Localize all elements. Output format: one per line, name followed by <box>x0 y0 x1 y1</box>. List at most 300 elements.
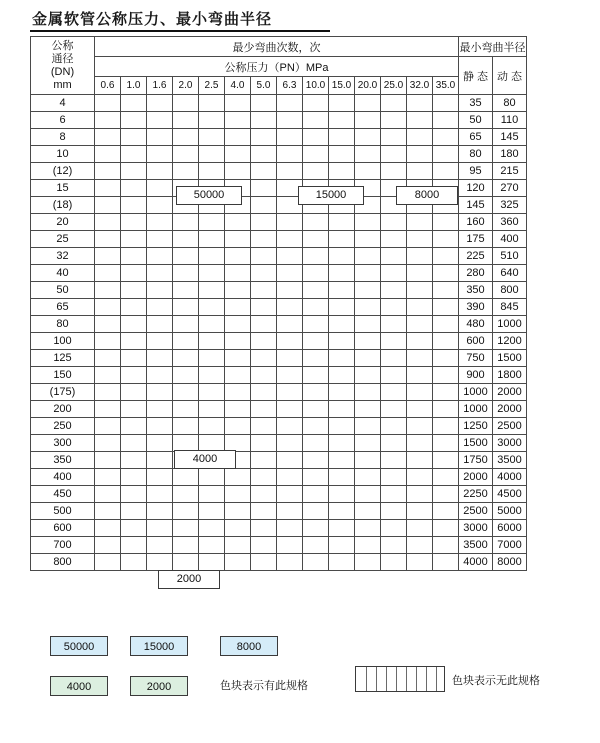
spec-cell <box>433 435 459 452</box>
spec-cell <box>121 537 147 554</box>
spec-cell <box>277 316 303 333</box>
spec-cell <box>225 401 251 418</box>
spec-cell <box>147 282 173 299</box>
spec-cell <box>355 401 381 418</box>
dynamic-radius-value: 215 <box>493 163 527 180</box>
spec-cell <box>225 112 251 129</box>
bend-count-header: 最少弯曲次数，次 <box>95 37 459 57</box>
hatch-line <box>406 667 407 691</box>
dn-value: 100 <box>31 333 95 350</box>
dn-value: 80 <box>31 316 95 333</box>
spec-cell <box>407 554 433 571</box>
spec-cell <box>95 350 121 367</box>
spec-cell <box>329 503 355 520</box>
static-radius-value: 2250 <box>459 486 493 503</box>
spec-cell <box>199 299 225 316</box>
spec-cell <box>251 112 277 129</box>
spec-cell <box>381 350 407 367</box>
dynamic-radius-value: 4000 <box>493 469 527 486</box>
spec-cell <box>433 537 459 554</box>
dynamic-radius-value: 270 <box>493 180 527 197</box>
spec-cell <box>303 367 329 384</box>
spec-cell <box>225 486 251 503</box>
spec-cell <box>173 316 199 333</box>
static-radius-value: 175 <box>459 231 493 248</box>
spec-cell <box>251 401 277 418</box>
spec-cell <box>147 469 173 486</box>
spec-cell <box>147 520 173 537</box>
pn-column-header: 4.0 <box>225 77 251 95</box>
dn-value: (12) <box>31 163 95 180</box>
spec-cell <box>225 129 251 146</box>
spec-cell <box>381 231 407 248</box>
spec-cell <box>329 146 355 163</box>
spec-cell <box>329 214 355 231</box>
spec-cell <box>277 231 303 248</box>
static-radius-value: 2000 <box>459 469 493 486</box>
spec-cell <box>251 197 277 214</box>
dynamic-radius-value: 1500 <box>493 350 527 367</box>
spec-cell <box>303 265 329 282</box>
spec-cell <box>355 146 381 163</box>
spec-cell <box>173 231 199 248</box>
table-row <box>31 95 527 112</box>
spec-table-wrapper <box>30 36 527 585</box>
spec-cell <box>199 350 225 367</box>
spec-cell <box>173 503 199 520</box>
spec-cell <box>225 350 251 367</box>
table-row <box>31 452 527 469</box>
spec-cell <box>225 95 251 112</box>
spec-cell <box>277 401 303 418</box>
spec-cell <box>277 95 303 112</box>
page-title: 金属软管公称压力、最小弯曲半径 <box>32 10 273 28</box>
dn-value: 800 <box>31 554 95 571</box>
pn-column-header: 6.3 <box>277 77 303 95</box>
table-row <box>31 112 527 129</box>
spec-cell <box>251 520 277 537</box>
spec-cell <box>329 367 355 384</box>
spec-cell <box>355 503 381 520</box>
spec-cell <box>303 112 329 129</box>
dynamic-radius-value: 2500 <box>493 418 527 435</box>
spec-cell <box>381 367 407 384</box>
spec-cell <box>225 316 251 333</box>
spec-cell <box>95 554 121 571</box>
spec-cell <box>199 520 225 537</box>
spec-cell <box>303 503 329 520</box>
static-radius-value: 145 <box>459 197 493 214</box>
spec-cell <box>303 316 329 333</box>
hatch-line <box>396 667 397 691</box>
spec-cell <box>199 163 225 180</box>
spec-cell <box>173 333 199 350</box>
spec-cell <box>277 503 303 520</box>
spec-cell <box>147 316 173 333</box>
spec-cell <box>433 401 459 418</box>
spec-cell <box>355 231 381 248</box>
spec-cell <box>199 129 225 146</box>
spec-cell <box>407 537 433 554</box>
spec-cell <box>277 282 303 299</box>
spec-cell <box>251 231 277 248</box>
spec-cell <box>147 401 173 418</box>
spec-cell <box>381 520 407 537</box>
spec-cell <box>95 146 121 163</box>
legend-chip: 50000 <box>50 636 108 656</box>
dn-header-line-2: 通径 <box>51 52 74 65</box>
hatch-line <box>416 667 417 691</box>
dn-value: 25 <box>31 231 95 248</box>
spec-cell <box>407 129 433 146</box>
spec-cell <box>381 503 407 520</box>
spec-cell <box>199 265 225 282</box>
spec-cell <box>329 401 355 418</box>
static-radius-value: 4000 <box>459 554 493 571</box>
spec-cell <box>433 163 459 180</box>
hatch-line <box>426 667 427 691</box>
spec-cell <box>329 129 355 146</box>
dynamic-radius-value: 640 <box>493 265 527 282</box>
spec-cell <box>407 265 433 282</box>
dynamic-radius-value: 1200 <box>493 333 527 350</box>
static-radius-value: 280 <box>459 265 493 282</box>
static-radius-value: 160 <box>459 214 493 231</box>
spec-cell <box>381 146 407 163</box>
spec-cell <box>95 486 121 503</box>
spec-cell <box>147 333 173 350</box>
table-row <box>31 384 527 401</box>
spec-cell <box>277 214 303 231</box>
spec-cell <box>95 282 121 299</box>
spec-cell <box>277 333 303 350</box>
spec-cell <box>121 214 147 231</box>
dynamic-radius-value: 80 <box>493 95 527 112</box>
dn-value: 300 <box>31 435 95 452</box>
spec-cell <box>173 282 199 299</box>
spec-cell <box>303 486 329 503</box>
hatch-line <box>386 667 387 691</box>
spec-cell <box>251 367 277 384</box>
spec-cell <box>355 537 381 554</box>
static-radius-value: 750 <box>459 350 493 367</box>
spec-cell <box>381 401 407 418</box>
spec-cell <box>407 452 433 469</box>
spec-cell <box>433 367 459 384</box>
spec-cell <box>329 520 355 537</box>
dynamic-radius-value: 400 <box>493 231 527 248</box>
dn-header-cell <box>31 37 95 95</box>
dn-header-line-3: (DN) <box>50 65 75 78</box>
spec-cell <box>225 503 251 520</box>
spec-cell <box>173 520 199 537</box>
spec-cell <box>199 282 225 299</box>
spec-cell <box>95 384 121 401</box>
spec-cell <box>121 197 147 214</box>
dn-header-line-4: mm <box>53 78 72 91</box>
spec-cell <box>303 163 329 180</box>
spec-cell <box>355 486 381 503</box>
table-row <box>31 214 527 231</box>
table-row <box>31 401 527 418</box>
header-row-1 <box>31 37 527 57</box>
spec-cell <box>199 214 225 231</box>
spec-cell <box>121 282 147 299</box>
legend-chip: 15000 <box>130 636 188 656</box>
spec-cell <box>173 214 199 231</box>
spec-cell <box>381 95 407 112</box>
pn-column-header: 5.0 <box>251 77 277 95</box>
spec-cell <box>95 367 121 384</box>
spec-cell <box>355 112 381 129</box>
pn-column-header: 35.0 <box>433 77 459 95</box>
spec-cell <box>225 435 251 452</box>
spec-cell <box>329 95 355 112</box>
table-row <box>31 265 527 282</box>
spec-cell <box>121 95 147 112</box>
spec-cell <box>407 435 433 452</box>
spec-cell <box>329 537 355 554</box>
dn-value: 450 <box>31 486 95 503</box>
static-radius-value: 120 <box>459 180 493 197</box>
spec-cell <box>433 248 459 265</box>
spec-cell <box>433 112 459 129</box>
spec-cell <box>121 299 147 316</box>
spec-cell <box>381 112 407 129</box>
static-radius-value: 1500 <box>459 435 493 452</box>
spec-cell <box>329 265 355 282</box>
spec-cell <box>407 146 433 163</box>
spec-cell <box>381 282 407 299</box>
spec-cell <box>225 554 251 571</box>
static-radius-value: 1000 <box>459 384 493 401</box>
spec-cell <box>303 350 329 367</box>
spec-cell <box>121 418 147 435</box>
dn-value: 700 <box>31 537 95 554</box>
spec-cell <box>147 554 173 571</box>
spec-cell <box>121 316 147 333</box>
spec-cell <box>355 282 381 299</box>
spec-cell <box>95 401 121 418</box>
spec-cell <box>303 469 329 486</box>
spec-cell <box>251 180 277 197</box>
spec-cell <box>355 214 381 231</box>
pn-column-header: 32.0 <box>407 77 433 95</box>
spec-cell <box>251 299 277 316</box>
dynamic-radius-value: 2000 <box>493 401 527 418</box>
spec-cell <box>433 333 459 350</box>
spec-cell <box>173 265 199 282</box>
spec-cell <box>225 214 251 231</box>
spec-cell <box>407 418 433 435</box>
spec-cell <box>303 333 329 350</box>
spec-cell <box>173 163 199 180</box>
spec-cell <box>147 214 173 231</box>
spec-cell <box>173 537 199 554</box>
spec-cell <box>173 486 199 503</box>
spec-cell <box>303 401 329 418</box>
spec-cell <box>251 452 277 469</box>
dynamic-radius-value: 110 <box>493 112 527 129</box>
spec-cell <box>355 265 381 282</box>
pn-column-header: 10.0 <box>303 77 329 95</box>
spec-cell <box>225 520 251 537</box>
spec-cell <box>433 520 459 537</box>
dynamic-header: 动 态 <box>493 57 527 95</box>
dynamic-radius-value: 1800 <box>493 367 527 384</box>
spec-cell <box>329 333 355 350</box>
spec-cell <box>121 248 147 265</box>
spec-cell <box>225 265 251 282</box>
spec-cell <box>303 418 329 435</box>
spec-cell <box>95 248 121 265</box>
spec-cell <box>433 214 459 231</box>
dynamic-radius-value: 800 <box>493 282 527 299</box>
legend-chip: 8000 <box>220 636 278 656</box>
spec-cell <box>433 469 459 486</box>
static-radius-value: 1000 <box>459 401 493 418</box>
spec-cell <box>199 469 225 486</box>
dynamic-radius-value: 1000 <box>493 316 527 333</box>
spec-cell <box>251 418 277 435</box>
spec-cell <box>121 112 147 129</box>
spec-cell <box>95 95 121 112</box>
spec-cell <box>407 333 433 350</box>
hatch-line <box>366 667 367 691</box>
spec-cell <box>433 146 459 163</box>
spec-cell <box>355 333 381 350</box>
spec-cell <box>121 163 147 180</box>
static-radius-value: 35 <box>459 95 493 112</box>
spec-cell <box>407 486 433 503</box>
table-row <box>31 146 527 163</box>
spec-cell <box>199 418 225 435</box>
pn-column-header: 1.0 <box>121 77 147 95</box>
spec-cell <box>173 435 199 452</box>
spec-cell <box>433 554 459 571</box>
pn-column-header: 25.0 <box>381 77 407 95</box>
spec-cell <box>407 231 433 248</box>
dynamic-radius-value: 3000 <box>493 435 527 452</box>
spec-cell <box>251 214 277 231</box>
spec-cell <box>121 231 147 248</box>
spec-cell <box>147 435 173 452</box>
spec-cell <box>199 401 225 418</box>
table-row <box>31 537 527 554</box>
spec-cell <box>147 265 173 282</box>
spec-cell <box>225 469 251 486</box>
spec-cell <box>225 231 251 248</box>
dn-value: 350 <box>31 452 95 469</box>
dynamic-radius-value: 4500 <box>493 486 527 503</box>
dynamic-radius-value: 180 <box>493 146 527 163</box>
dn-value: 500 <box>31 503 95 520</box>
static-radius-value: 1750 <box>459 452 493 469</box>
table-head <box>31 37 527 95</box>
spec-cell <box>147 146 173 163</box>
spec-cell <box>433 129 459 146</box>
spec-cell <box>433 418 459 435</box>
table-row <box>31 554 527 571</box>
spec-cell <box>355 435 381 452</box>
spec-cell <box>95 265 121 282</box>
table-row <box>31 299 527 316</box>
spec-cell <box>277 537 303 554</box>
static-radius-value: 65 <box>459 129 493 146</box>
table-row <box>31 282 527 299</box>
spec-cell <box>303 282 329 299</box>
spec-cell <box>355 367 381 384</box>
spec-cell <box>329 435 355 452</box>
spec-cell <box>121 350 147 367</box>
spec-cell <box>225 333 251 350</box>
spec-cell <box>95 435 121 452</box>
spec-cell <box>95 112 121 129</box>
spec-cell <box>381 486 407 503</box>
spec-cell <box>173 129 199 146</box>
bend-count-callout: 8000 <box>396 186 458 205</box>
spec-cell <box>381 265 407 282</box>
dn-header-line-1: 公称 <box>51 39 74 52</box>
spec-cell <box>407 316 433 333</box>
spec-cell <box>121 265 147 282</box>
spec-cell <box>199 486 225 503</box>
table-row <box>31 231 527 248</box>
spec-cell <box>251 469 277 486</box>
dynamic-radius-value: 325 <box>493 197 527 214</box>
spec-cell <box>173 112 199 129</box>
dynamic-radius-value: 8000 <box>493 554 527 571</box>
spec-cell <box>95 333 121 350</box>
spec-cell <box>381 333 407 350</box>
spec-cell <box>407 401 433 418</box>
static-radius-value: 95 <box>459 163 493 180</box>
spec-cell <box>355 384 381 401</box>
spec-cell <box>199 316 225 333</box>
pn-header: 公称压力（PN）MPa <box>95 57 459 77</box>
spec-cell <box>329 350 355 367</box>
spec-cell <box>355 163 381 180</box>
spec-cell <box>407 350 433 367</box>
spec-cell <box>121 503 147 520</box>
spec-cell <box>95 299 121 316</box>
spec-cell <box>147 163 173 180</box>
spec-cell <box>407 469 433 486</box>
spec-cell <box>407 163 433 180</box>
spec-cell <box>355 248 381 265</box>
title-underline <box>30 30 330 32</box>
spec-cell <box>381 129 407 146</box>
spec-cell <box>199 231 225 248</box>
spec-cell <box>95 197 121 214</box>
dn-value: 50 <box>31 282 95 299</box>
spec-cell <box>433 503 459 520</box>
spec-cell <box>199 146 225 163</box>
spec-cell <box>303 231 329 248</box>
spec-cell <box>355 129 381 146</box>
spec-cell <box>329 163 355 180</box>
spec-cell <box>329 486 355 503</box>
spec-cell <box>355 95 381 112</box>
spec-cell <box>251 486 277 503</box>
pn-column-header: 15.0 <box>329 77 355 95</box>
spec-cell <box>433 350 459 367</box>
spec-cell <box>355 350 381 367</box>
spec-cell <box>277 248 303 265</box>
spec-cell <box>121 469 147 486</box>
spec-cell <box>251 129 277 146</box>
spec-cell <box>381 554 407 571</box>
